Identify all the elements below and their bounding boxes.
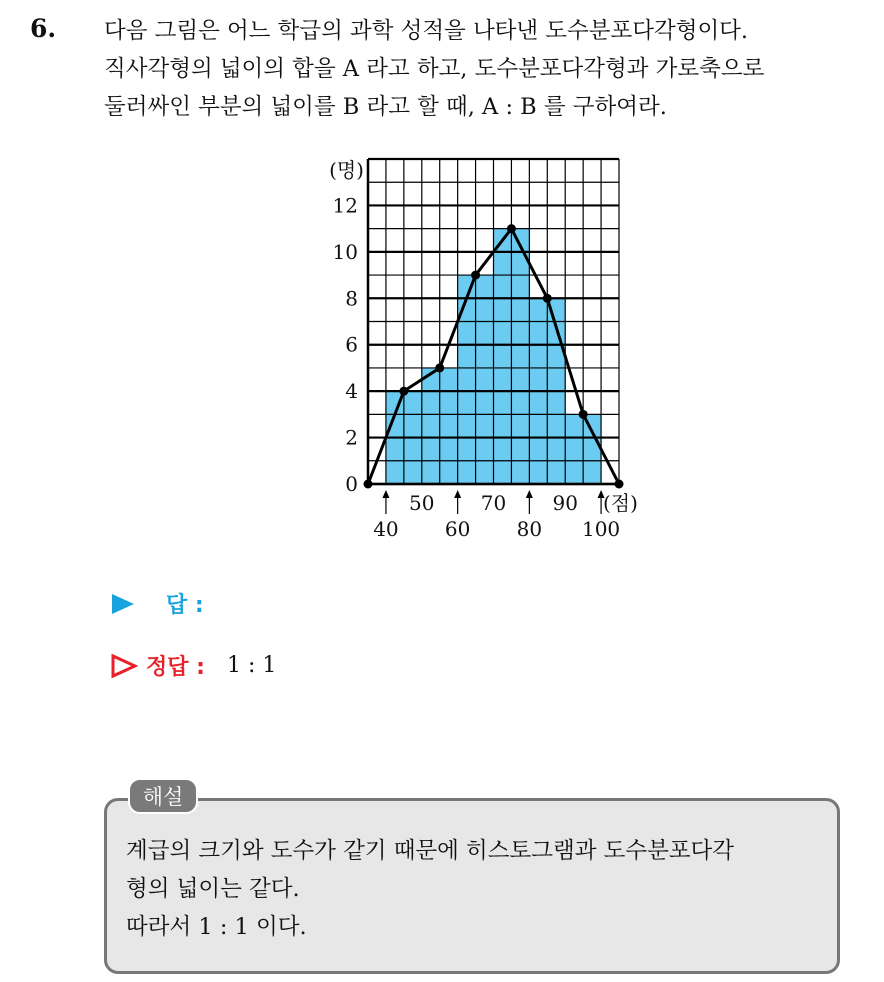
question-line-1: 다음 그림은 어느 학급의 과학 성적을 나타낸 도수분포다각형이다. <box>104 18 749 44</box>
x-tick-label-lower: 80 <box>516 517 543 541</box>
polygon-point <box>364 480 373 489</box>
solution-tab: 해설 <box>128 778 198 814</box>
x-tick-arrow-head <box>382 490 389 498</box>
y-tick-label: 2 <box>345 425 358 450</box>
y-tick-label: 0 <box>345 472 358 496</box>
y-axis-label: (명) <box>329 158 364 182</box>
polygon-point <box>399 387 408 396</box>
polygon-point <box>579 410 588 419</box>
polygon-point <box>615 480 624 489</box>
x-tick-label-lower: 60 <box>444 517 471 541</box>
y-tick-label: 4 <box>345 379 358 404</box>
y-tick-label: 10 <box>332 239 358 264</box>
frequency-polygon-chart <box>300 150 660 550</box>
answer-row <box>110 588 204 619</box>
y-tick-label: 12 <box>332 193 358 218</box>
play-arrow-icon <box>110 592 136 616</box>
y-tick-label: 6 <box>345 332 358 357</box>
question-line-3: 둘러싸인 부분의 넓이를 B 라고 할 때, A : B 를 구하여라. <box>104 94 667 120</box>
polygon-point <box>435 363 444 372</box>
polygon-point <box>543 294 552 303</box>
x-tick-arrow-head <box>454 490 461 498</box>
answer-label: 답 : <box>166 593 204 618</box>
correct-answer-value: 1 : 1 <box>226 653 277 678</box>
question-text <box>104 12 874 126</box>
correct-answer-row <box>110 650 276 681</box>
x-tick-arrow-head <box>526 490 533 498</box>
x-axis-label: (점) <box>603 491 638 515</box>
polygon-point <box>471 271 480 280</box>
x-tick-label-upper: 50 <box>409 491 435 515</box>
x-tick-label-upper: 70 <box>480 491 507 515</box>
question-line-2: 직사각형의 넓이의 합을 A 라고 하고, 도수분포다각형과 가로축으로 <box>104 56 765 82</box>
solution-line-2: 형의 넓이는 같다. <box>126 876 300 902</box>
solution-line-1: 계급의 크기와 도수가 같기 때문에 히스토그램과 도수분포다각 <box>126 838 735 864</box>
x-tick-label-lower: 40 <box>373 517 399 541</box>
correct-answer-label: 정답 : <box>146 655 205 680</box>
question-number: 6. <box>30 14 57 43</box>
y-tick-label: 8 <box>345 286 358 311</box>
polygon-point <box>507 224 516 233</box>
solution-line-3: 따라서 1 : 1 이다. <box>126 914 307 940</box>
outline-arrow-icon <box>110 653 138 679</box>
x-tick-label-lower: 100 <box>581 517 621 541</box>
x-tick-label-upper: 90 <box>552 491 578 515</box>
solution-text <box>126 832 826 946</box>
